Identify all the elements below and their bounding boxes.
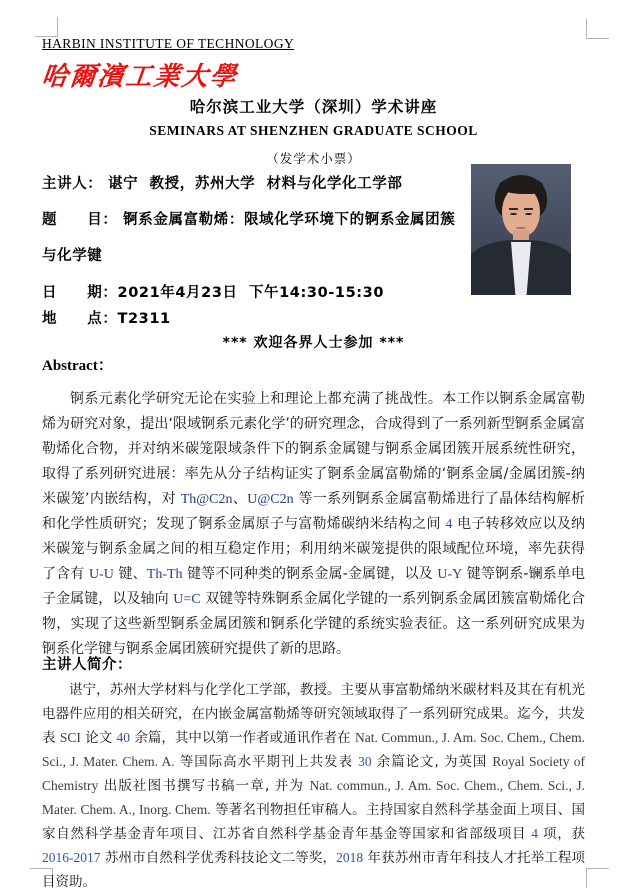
topic-value-line2: 与化学键 [42,248,103,264]
date-label: 日 期： [42,285,118,301]
seminar-subtitle: （发学术小票） [266,151,361,166]
portrait-hair-fringe [499,178,543,194]
bio-paragraph: 谌宁，苏州大学材料与化学化工学部，教授。主要从事富勒烯纳米碳材料及其在有机光电器件应用的相关研究，在内嵌金属富勒烯等研究领域取得了一系列研究成果。迄今，共发表 SCI 论文 40 余篇，其中以第一作者或通讯作者在 Nat. Commun., J. Am. Soc. Chem., Chem. Sci., J. Mater. Chem. A. 等国际高水平期刊上共发表 30 余篇论文, 为英国 Royal Society of Chemistry 出版社图书撰写书稿一章, 并为 Nat. commun., J. Am. Soc. Chem., Chem. Sci., J. Mater. Chem. A., Inorg. Chem. 等著名刊物担任审稿人。主持国家自然科学基金面上项目、国家自然科学基金青年项目、江苏省自然科学基金青年基金等国家和省部级项目 4 项，获 2016-2017 苏州市自然科学优秀科技论文二等奖，2018 年获苏州市青年科技人才托举工程项目资助。 [42,682,586,890]
topic-line-2 [42,244,102,265]
venue-value: T2311 [117,311,171,327]
institute-calligraphy-logo: 哈爾濱工業大學 [40,62,240,92]
seminar-title-chinese: 哈尔滨工业大学（深圳）学术讲座 [189,98,438,116]
institute-name-english: HARBIN INSTITUTE OF TECHNOLOGY [42,36,295,51]
portrait-eye-left [510,213,517,215]
topic-line-1 [42,208,455,229]
welcome-line: *** 欢迎各界人士参加 *** [222,335,405,351]
date-value: 2021年4月23日 下午14:30-15:30 [117,285,385,301]
portrait-eyebrow-right [524,208,533,210]
bio-heading: 主讲人简介： [42,657,132,673]
speaker-label: 主讲人： [42,176,103,192]
date-line [42,281,384,302]
crop-mark-top-right [586,19,609,39]
speaker-value: 谌宁 教授，苏州大学 材料与化学化工学部 [102,176,403,192]
portrait-eyebrow-left [509,208,518,210]
topic-value-line1: 锕系金属富勒烯：限域化学环境下的锕系金属团簇 [117,212,456,228]
speaker-line [42,172,402,193]
abstract-heading: Abstract： [42,358,113,374]
crop-mark-top-left [35,17,58,37]
seminar-title-english: SEMINARS AT SHENZHEN GRADUATE SCHOOL [149,123,478,138]
topic-label: 题 目： [42,212,118,228]
venue-line [42,307,171,328]
abstract-paragraph: 锕系元素化学研究无论在实验上和理论上都充满了挑战性。本工作以锕系金属富勒烯为研究对象，提出‘限域锕系元素化学’的研究理念，合成得到了一系列新型锕系金属富勒烯化合物，并对纳米碳笼限域条件下的锕系金属键与锕系金属团簇开展系统性研究，取得了系列研究进展：率先从分子结构证实了锕系金属富勒烯的‘锕系金属/金属团簇-纳米碳笼’内嵌结构，对 Th@C2n、U@C2n 等一系列锕系金属富勒烯进行了晶体结构解析和化学性质研究；发现了锕系金属原子与富勒烯碳纳米结构之间 4 电子转移效应以及纳米碳笼与锕系金属之间的相互稳定作用；利用纳米碳笼提供的限域配位环境，率先获得了含有 U-U 键、Th-Th 键等不同种类的锕系金属-金属键，以及 U-Y 键等锕系-镧系单电子金属键，以及轴向 U=C 双键等特殊锕系金属化学键的一系列锕系金属团簇富勒烯化合物，实现了这些新型锕系金属团簇和锕系化学键的系统实验表征。这一系列研究成果为锕系化学键与锕系金属团簇研究提供了新的思路。 [42,391,586,657]
portrait-eye-right [525,213,532,215]
crop-mark-bottom-right [586,868,609,888]
speaker-portrait-photo [471,164,571,295]
portrait-mouth [516,227,526,229]
venue-label: 地 点： [42,311,118,327]
